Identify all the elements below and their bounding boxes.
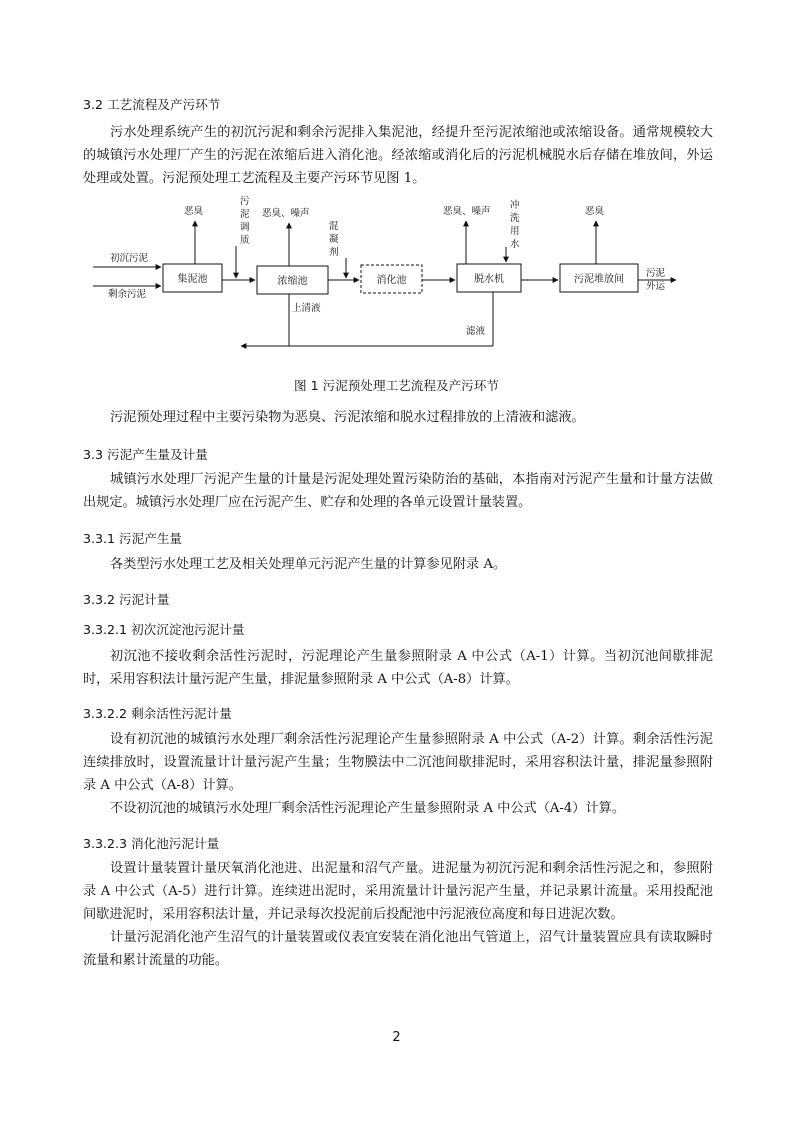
output-label-filtrate: 滤液: [466, 326, 486, 337]
additive-label-wash-water: 冲洗用水: [510, 200, 520, 250]
emission-label-odor-1: 恶臭: [184, 206, 204, 217]
emission-label-odor-noise-2: 恶臭、噪声: [443, 206, 491, 217]
input-label-excess-sludge: 剩余污泥: [108, 289, 147, 300]
section-3-3-2-3-heading: 3.3.2.3 消化池污泥计量: [83, 836, 220, 851]
section-3-3-heading: 3.3 污泥产生量及计量: [83, 447, 208, 462]
box-label-sludge-collection: 集泥池: [177, 274, 208, 285]
paragraph-no-primary: 不设初沉池的城镇污水处理厂剩余活性污泥理论产生量参照附录 A 中公式（A-4）计算。: [110, 801, 626, 816]
section-3-2-heading: 3.2 工艺流程及产污环节: [83, 97, 221, 112]
paragraph-process-intro: 污水处理系统产生的初沉污泥和剩余污泥排入集泥池，经提升至污泥浓缩池或浓缩设备。通常规模较大的城镇污水处理厂产生的污泥在浓缩后进入消化池。经浓缩或消化后的污泥机械脱水后存储在堆放间，外运处理或处置。污泥预处理工艺流程及主要产污环节见图 1。: [83, 125, 713, 186]
flow-diagram: [0, 0, 793, 370]
box-label-digester: 消化池: [376, 275, 407, 286]
paragraph-digester: 设置计量装置计量厌氧消化池进、出泥量和沼气产量。进泥量为初沉污泥和剩余活性污泥之和，参照附录 A 中公式（A-5）进行计算。连续进出泥时，采用流量计计量污泥产生量，并记录累计流量。采用投配池间歇进泥时，采用容积法计量，并记录每次投泥前后投配池中污泥液位高度和每日进泥次数。: [83, 861, 713, 922]
input-label-primary-sludge: 初沉污泥: [110, 253, 149, 264]
paragraph-primary-sludge: 初沉池不接收剩余活性污泥时，污泥理论产生量参照附录 A 中公式（A-1）计算。当初沉池间歇排泥时，采用容积法计量污泥产生量，排泥量参照附录 A 中公式（A-8）计算。: [83, 649, 713, 687]
paragraph-pollutants: 污泥预处理过程中主要污染物为恶臭、污泥浓缩和脱水过程排放的上清液和滤液。: [110, 410, 585, 425]
output-label-part2: 外运: [646, 281, 666, 292]
return-lines: [241, 292, 493, 346]
box-label-storage: 污泥堆放间: [574, 274, 624, 285]
box-label-thickener: 浓缩池: [277, 276, 308, 287]
box-label-dewatering: 脱水机: [474, 274, 504, 285]
additive-label-conditioning: 污泥调质: [240, 196, 250, 246]
section-3-3-2-heading: 3.3.2 污泥计量: [83, 592, 170, 607]
paragraph-excess-sludge: 设有初沉池的城镇污水处理厂剩余活性污泥理论产生量参照附录 A 中公式（A-2）计算。剩余活性污泥连续排放时，设置流量计计量污泥产生量；生物膜法中二沉池间歇排泥时，采用容积法计量，排泥量参照附录 A 中公式（A-8）计算。: [83, 732, 713, 793]
input-arrows: [93, 267, 161, 286]
output-label-part1: 污泥: [646, 268, 666, 279]
paragraph-metering-basis: 城镇污水处理厂污泥产生量的计量是污泥处理处置污染防治的基础，本指南对污泥产生量和计量方法做出规定。城镇污水处理厂应在污泥产生、贮存和处理的各单元设置计量装置。: [83, 472, 713, 510]
section-3-3-2-1-heading: 3.3.2.1 初次沉淀池污泥计量: [83, 622, 245, 637]
emission-arrows: [195, 221, 596, 266]
paragraph-biogas: 计量污泥消化池产生沼气的计量装置或仪表宜安装在消化池出气管道上，沼气计量装置应具有读取瞬时流量和累计流量的功能。: [83, 930, 713, 968]
page-number: 2: [392, 1030, 401, 1045]
figure-caption: 图 1 污泥预处理工艺流程及产污环节: [294, 378, 499, 393]
paragraph-generation: 各类型污水处理工艺及相关处理单元污泥产生量的计算参见附录 A。: [110, 557, 507, 572]
section-3-3-1-heading: 3.3.1 污泥产生量: [83, 531, 183, 546]
emission-label-odor-2: 恶臭: [585, 206, 605, 217]
section-3-3-2-2-heading: 3.3.2.2 剩余活性污泥计量: [83, 706, 232, 721]
emission-label-odor-noise-1: 恶臭、噪声: [262, 208, 310, 219]
output-label-supernatant: 上清液: [292, 303, 321, 314]
additive-label-coagulant: 混凝剂: [329, 221, 339, 258]
